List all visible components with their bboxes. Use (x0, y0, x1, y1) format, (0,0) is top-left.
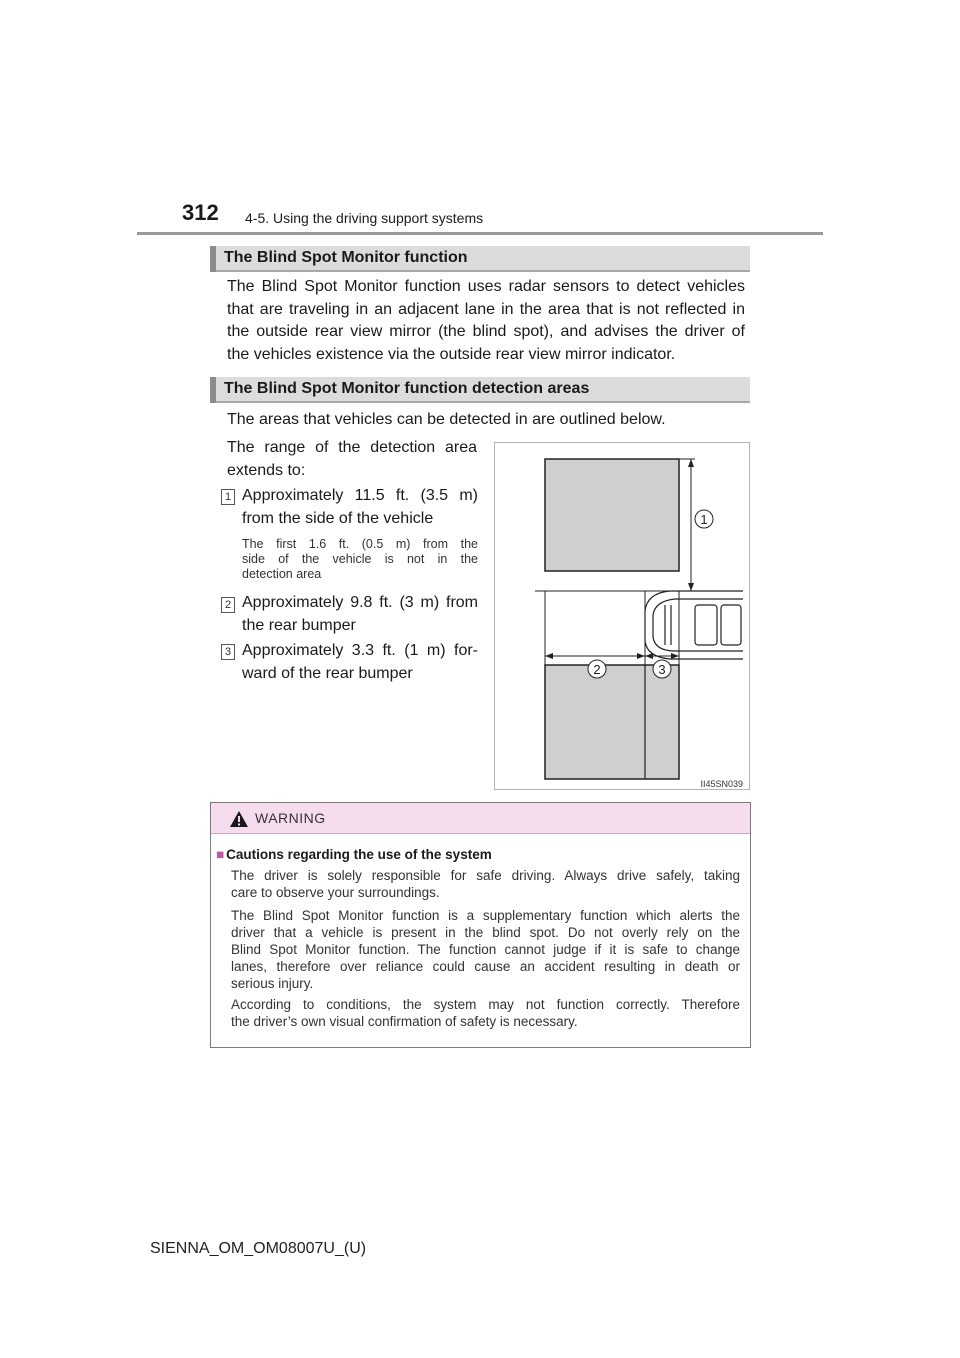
item-2-text (242, 592, 478, 637)
item-line: Approximately 3.3 ft. (1 m) for- (242, 642, 478, 659)
arrowhead (637, 653, 645, 659)
warning-line: Blind Spot Monitor function. The function cannot judge if it is safe to change (231, 942, 740, 957)
intro-line: the vehicles existence via the outside rear view mirror indicator. (227, 345, 676, 363)
areas-intro: The areas that vehicles can be detected in are outlined below. (227, 411, 666, 428)
arrowhead (688, 583, 694, 591)
item-line: the rear bumper (242, 616, 356, 634)
item-1-text (242, 485, 478, 530)
intro-paragraph (227, 276, 745, 366)
intro-line: that are traveling in an adjacent lane in the area that is not reflected in (227, 300, 745, 318)
warning-line: The driver is solely responsible for safe driving. Always drive safely, taking (231, 868, 740, 883)
arrowhead (545, 653, 553, 659)
callout-3: 3 (658, 662, 666, 677)
intro-line: the outside rear view mirror (the blind spot), and advises the driver of (227, 323, 745, 340)
item-line: ward of the rear bumper (242, 664, 413, 682)
item-number-3: 3 (221, 644, 235, 660)
range-line: The range of the detection area (227, 439, 477, 456)
warning-title-text: Cautions regarding the use of the system (226, 847, 492, 862)
note-line: The first 1.6 ft. (0.5 m) from the (242, 537, 478, 551)
document-code: SIENNA_OM_OM08007U_(U) (150, 1240, 367, 1257)
warning-line: the driver’s own visual confirmation of safety is necessary. (231, 1014, 578, 1029)
warning-label: WARNING (255, 810, 326, 826)
callout-1: 1 (700, 512, 708, 527)
square-bullet-icon: ■ (216, 847, 225, 862)
warning-line: The Blind Spot Monitor function is a supplementary function which alerts the (231, 908, 740, 923)
range-line: extends to: (227, 461, 306, 479)
warning-paragraph-1 (231, 867, 740, 901)
heading-accent (210, 377, 216, 403)
range-intro (227, 437, 477, 482)
item-1-note (242, 537, 478, 582)
warning-line: lanes, therefore over reliance could cause an accident resulting in death or (231, 959, 740, 974)
warning-paragraph-2 (231, 907, 740, 992)
callout-2: 2 (593, 662, 601, 677)
heading-areas (210, 377, 750, 403)
warning-title (216, 847, 492, 862)
arrowhead (688, 459, 694, 467)
page-number: 312 (182, 200, 219, 225)
diagram-svg (495, 443, 749, 789)
heading-function-text: The Blind Spot Monitor function (224, 249, 468, 266)
warning-line: According to conditions, the system may not function correctly. Therefore (231, 997, 740, 1012)
warning-paragraph-3 (231, 996, 740, 1030)
item-number-1: 1 (221, 489, 235, 505)
section-title: 4-5. Using the driving support systems (245, 210, 484, 226)
heading-areas-text: The Blind Spot Monitor function detection areas (224, 380, 590, 397)
heading-accent (210, 246, 216, 272)
item-line: Approximately 9.8 ft. (3 m) from (242, 594, 478, 611)
item-3-text (242, 640, 478, 685)
warning-box (210, 802, 751, 1048)
note-line: side of the vehicle is not in the (242, 552, 478, 566)
rear-detection-area (545, 665, 679, 779)
warning-line: serious injury. (231, 976, 314, 991)
arrowhead (671, 653, 679, 659)
item-number-2: 2 (221, 597, 235, 613)
vehicle-outline (645, 591, 743, 659)
warning-line: driver that a vehicle is present in the blind spot. Do not overly rely on the (231, 925, 740, 940)
warning-line: care to observe your surroundings. (231, 885, 440, 900)
item-line: from the side of the vehicle (242, 509, 434, 527)
detection-area-diagram (494, 442, 750, 790)
side-detection-area (545, 459, 679, 571)
item-line: Approximately 11.5 ft. (3.5 m) (242, 487, 478, 504)
warning-header (211, 803, 750, 834)
figure-code: II45SN039 (700, 779, 743, 789)
heading-function (210, 246, 750, 272)
intro-line: The Blind Spot Monitor function uses radar sensors to detect vehicles (227, 278, 745, 295)
warning-triangle-icon (229, 810, 249, 828)
header-rule (137, 232, 823, 235)
note-line: detection area (242, 567, 322, 581)
